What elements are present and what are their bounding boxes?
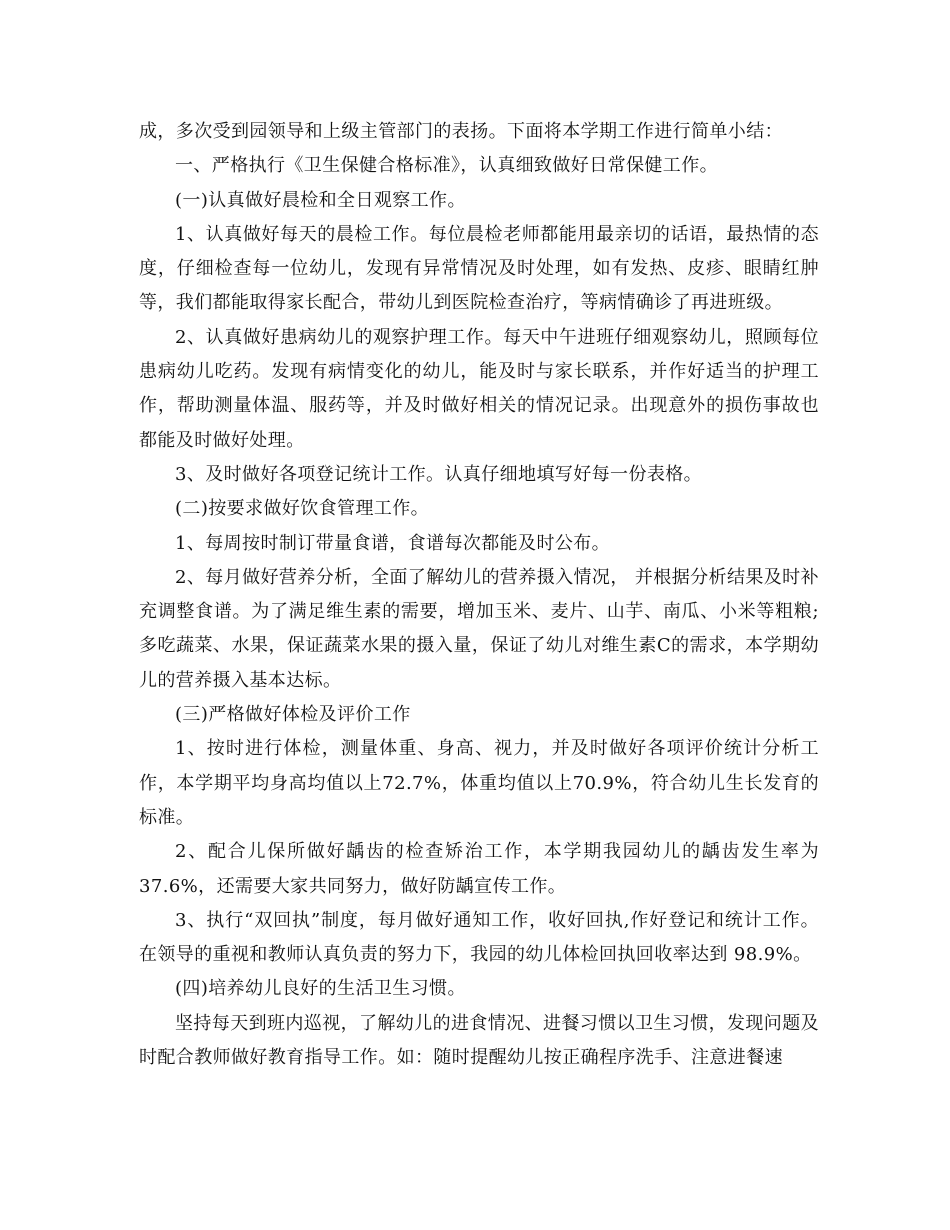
- paragraph-hygiene-habits: 坚持每天到班内巡视，了解幼儿的进食情况、进餐习惯以卫生习惯，发现问题及时配合教师做好教育指导工作。如：随时提醒幼儿按正确程序洗手、注意进餐速: [139, 1012, 819, 1069]
- document-body: [139, 115, 819, 1075]
- subsection-heading-3: (三)严格做好体检及评价工作: [175, 704, 411, 726]
- section-heading-1: 一、严格执行《卫生保健合格标准》，认真细致做好日常保健工作。: [175, 155, 718, 177]
- subsection-heading-4: (四)培养幼儿良好的生活卫生习惯。: [175, 978, 466, 1000]
- paragraph-dental-check: 2、配合儿保所做好龋齿的检查矫治工作，本学期我园幼儿的龋齿发生率为37.6%，还需要大家共同努力，做好防龋宣传工作。: [139, 841, 819, 897]
- subsection-heading-2: (二)按要求做好饮食管理工作。: [175, 498, 430, 520]
- paragraph-nutrition-analysis: 2、每月做好营养分析，全面了解幼儿的营养摄入情况， 并根据分析结果及时补充调整食谱。为了满足维生素的需要，增加玉米、麦片、山芋、南瓜、小米等粗粮;多吃蔬菜、水果，保证蔬菜水果的摄入量，保证了幼儿对维生素C的需求，本学期幼儿的营养摄入基本达标。: [139, 566, 819, 691]
- paragraph-morning-check: 1、认真做好每天的晨检工作。每位晨检老师都能用最亲切的话语，最热情的态度，仔细检查每一位幼儿，发现有异常情况及时处理，如有发热、皮疹、眼睛红肿等，我们都能取得家长配合，带幼儿到医院检查治疗，等病情确诊了再进班级。: [139, 223, 819, 314]
- paragraph-receipt-system: 3、执行“双回执”制度，每月做好通知工作，收好回执,作好登记和统计工作。在领导的重视和教师认真负责的努力下，我园的幼儿体检回执回收率达到 98.9%。: [139, 909, 819, 966]
- paragraph-weekly-menu: 1、每周按时制订带量食谱，食谱每次都能及时公布。: [175, 532, 611, 554]
- paragraph-registration: 3、及时做好各项登记统计工作。认真仔细地填写好每一份表格。: [175, 463, 703, 485]
- paragraph-continuation: 成，多次受到园领导和上级主管部门的表扬。下面将本学期工作进行简单小结：: [139, 121, 783, 142]
- paragraph-physical-exam: 1、按时进行体检，测量体重、身高、视力，并及时做好各项评价统计分析工作，本学期平均身高均值以上72.7%，体重均值以上70.9%，符合幼儿生长发育的标准。: [139, 738, 819, 828]
- subsection-heading-1: (一)认真做好晨检和全日观察工作。: [175, 189, 466, 211]
- paragraph-sick-care: 2、认真做好患病幼儿的观察护理工作。每天中午进班仔细观察幼儿，照顾每位患病幼儿吃药。发现有病情变化的幼儿，能及时与家长联系，并作好适当的护理工作，帮助测量体温、服药等，并及时做好相关的情况记录。出现意外的损伤事故也都能及时做好处理。: [139, 326, 819, 451]
